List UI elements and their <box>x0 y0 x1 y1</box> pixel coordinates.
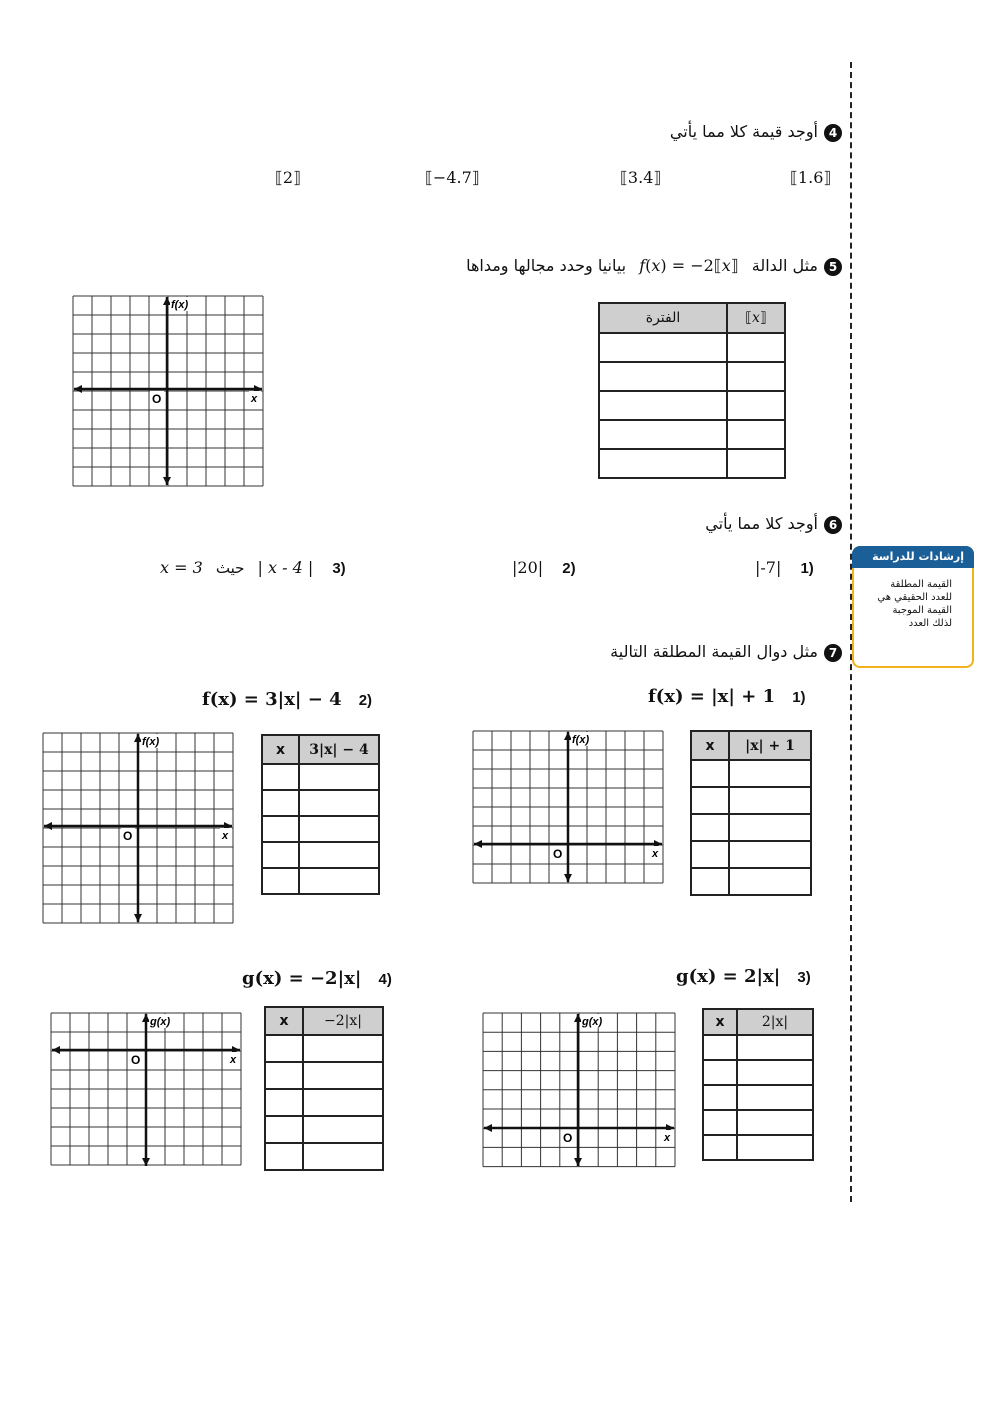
q5-y-arrow-top <box>163 297 171 305</box>
q7-part-3-x-arrow-left <box>484 1124 492 1132</box>
q5-graph[interactable] <box>72 295 264 487</box>
study-tip-header: إرشادات للدراسة <box>852 546 974 568</box>
q4-item-2: ⟦3.4⟧ <box>620 168 662 187</box>
q5-x-arrow-left <box>74 385 82 393</box>
q4-number: 4 <box>824 124 842 142</box>
q7-table-cell[interactable] <box>265 1116 303 1143</box>
q7-table-cell[interactable] <box>703 1035 737 1060</box>
q4-title: أوجد قيمة كلا مما يأتي <box>669 122 818 141</box>
q6-item-2-num: 2) <box>562 560 576 577</box>
q5-y-arrow-bottom <box>163 477 171 485</box>
q7-part-3-origin: O <box>563 1131 573 1145</box>
q7-table-cell[interactable] <box>303 1089 383 1116</box>
q7-table-cell[interactable] <box>262 868 299 894</box>
q7-table-cell[interactable] <box>265 1089 303 1116</box>
q7-part-2-y-arrow-bottom <box>134 914 142 922</box>
q7-table-cell[interactable] <box>303 1116 383 1143</box>
q7-part-4-y-arrow-top <box>142 1014 150 1022</box>
q7-table-cell[interactable] <box>729 760 811 787</box>
q7-table-cell[interactable] <box>303 1035 383 1062</box>
q6-item-3 <box>160 558 346 577</box>
q7-table-cell[interactable] <box>691 787 729 814</box>
q5-title-prefix: مثل الدالة <box>751 256 818 275</box>
q7-part-1-x-label: x <box>652 848 659 860</box>
q7-part-2-table <box>261 734 380 895</box>
q5-table-cell[interactable] <box>727 420 785 449</box>
q7-table-cell[interactable] <box>299 816 379 842</box>
q7-table-cell[interactable] <box>703 1085 737 1110</box>
q5-table <box>598 302 786 479</box>
q7-part-3-x-label: x <box>664 1132 671 1144</box>
q7-part-3-col-x: x <box>703 1009 737 1035</box>
q7-part-2-num: 2) <box>358 692 373 709</box>
q7-part-4-num: 4) <box>378 971 392 988</box>
q7-part-2-y-label: f(x) <box>142 736 160 748</box>
q5-origin-label: O <box>152 392 162 406</box>
q7-part-4-x-arrow-left <box>52 1046 60 1054</box>
q7-table-cell[interactable] <box>262 816 299 842</box>
q7-table-cell[interactable] <box>703 1110 737 1135</box>
q7-title: مثل دوال القيمة المطلقة التالية <box>610 642 818 661</box>
q7-part-4-formula: g(x) = −2|x| <box>242 968 362 989</box>
q7-table-cell[interactable] <box>703 1135 737 1160</box>
q7-part-2-y-arrow-top <box>134 734 142 742</box>
q7-table-cell[interactable] <box>691 868 729 895</box>
q7-table-cell[interactable] <box>299 764 379 790</box>
q7-part-4-col-x: x <box>265 1007 303 1035</box>
q7-part-1-y-arrow-bottom <box>564 874 572 882</box>
q5-formula: 𝑓(𝑥) = −2⟦𝑥⟧ <box>639 256 739 275</box>
q7-part-4-x-label: x <box>230 1054 237 1066</box>
q7-part-3-num: 3) <box>797 969 811 986</box>
q5-x-label: x <box>251 393 258 405</box>
q5-table-cell[interactable] <box>599 420 727 449</box>
q7-part-1-formula: f(x) = |x| + 1 <box>648 686 776 707</box>
q7-table-cell[interactable] <box>303 1062 383 1089</box>
q7-table-cell[interactable] <box>691 814 729 841</box>
q7-part-2-graph[interactable] <box>42 732 234 924</box>
q6-item-2-expr: |20| <box>512 558 544 577</box>
q7-part-3-y-label: g(x) <box>582 1016 603 1028</box>
q7-part-1-graph[interactable] <box>472 730 664 884</box>
q5-number: 5 <box>824 258 842 276</box>
q7-part-4-label <box>242 968 392 989</box>
q7-table-cell[interactable] <box>691 760 729 787</box>
q4-item-3: ⟦−4.7⟧ <box>425 168 480 187</box>
q7-table-cell[interactable] <box>303 1143 383 1170</box>
q7-table-cell[interactable] <box>262 790 299 816</box>
q6-item-3-condition: x = 3 <box>160 558 203 577</box>
q5-table-cell[interactable] <box>599 391 727 420</box>
q7-part-4-y-label: g(x) <box>150 1016 171 1028</box>
q7-part-2-col-expr: 3|x| − 4 <box>299 735 379 764</box>
q5-table-cell[interactable] <box>599 333 727 362</box>
q7-part-1-y-arrow-top <box>564 732 572 740</box>
q7-number: 7 <box>824 644 842 662</box>
q7-part-3-col-expr: 2|x| <box>737 1009 813 1035</box>
q7-part-1-label <box>648 686 806 707</box>
q7-part-3-graph[interactable] <box>482 1012 676 1168</box>
q7-part-2-x-label: x <box>222 830 229 842</box>
q7-part-4-col-expr: −2|x| <box>303 1007 383 1035</box>
q7-part-1-table <box>690 730 812 896</box>
q7-part-3-y-arrow-bottom <box>574 1158 582 1166</box>
q7-table-cell[interactable] <box>299 868 379 894</box>
q7-table-cell[interactable] <box>691 841 729 868</box>
q7-table-cell[interactable] <box>262 842 299 868</box>
q6-item-3-condition-word: حيث <box>215 559 245 577</box>
q6-item-1-expr: |-7| <box>755 558 782 577</box>
q7-part-3-label <box>676 966 811 987</box>
q7-table-cell[interactable] <box>265 1143 303 1170</box>
q7-table-cell[interactable] <box>737 1110 813 1135</box>
q7-part-1-x-arrow-left <box>474 840 482 848</box>
q7-part-1-origin: O <box>553 847 563 861</box>
q7-part-4-origin: O <box>131 1053 141 1067</box>
q7-table-cell[interactable] <box>729 841 811 868</box>
q7-table-cell[interactable] <box>265 1062 303 1089</box>
q7-table-cell[interactable] <box>737 1135 813 1160</box>
q7-part-2-formula: f(x) = 3|x| − 4 <box>202 689 342 710</box>
q7-part-2-col-x: x <box>262 735 299 764</box>
q6-item-1 <box>755 558 814 577</box>
q5-heading <box>466 256 842 276</box>
q7-part-4-table <box>264 1006 384 1171</box>
q7-table-cell[interactable] <box>729 787 811 814</box>
q7-table-cell[interactable] <box>262 764 299 790</box>
q7-part-3-y-arrow-top <box>574 1014 582 1022</box>
q5-table-cell[interactable] <box>727 391 785 420</box>
q7-table-cell[interactable] <box>737 1060 813 1085</box>
q5-table-cell[interactable] <box>599 449 727 478</box>
q6-item-2 <box>512 558 576 577</box>
q5-table-head-x: ⟦𝑥⟧ <box>727 303 785 333</box>
q7-table-cell[interactable] <box>299 842 379 868</box>
q7-part-1-y-label: f(x) <box>572 734 590 746</box>
q7-table-cell[interactable] <box>729 814 811 841</box>
study-tip-body: القيمة المطلقة للعدد الحقيقي هي القيمة الموجبة لذلك العدد <box>877 579 952 629</box>
q7-table-cell[interactable] <box>265 1035 303 1062</box>
q7-heading <box>610 642 842 662</box>
q7-part-2-label <box>202 689 372 710</box>
q6-heading <box>705 514 842 534</box>
q5-table-cell[interactable] <box>727 362 785 391</box>
q6-item-1-num: 1) <box>800 560 814 577</box>
q7-table-cell[interactable] <box>729 868 811 895</box>
q7-part-2-origin: O <box>123 829 133 843</box>
q6-item-3-num: 3) <box>332 560 346 577</box>
q5-y-label: f(x) <box>171 299 189 311</box>
q4-heading <box>670 122 842 142</box>
q7-table-cell[interactable] <box>703 1060 737 1085</box>
q6-item-3-expr: | x - 4 | <box>257 558 314 577</box>
q5-table-head-interval: الفترة <box>599 303 727 333</box>
q5-title-suffix: بيانيا وحدد مجالها ومداها <box>466 256 627 275</box>
q7-table-cell[interactable] <box>737 1085 813 1110</box>
q5-table-cell[interactable] <box>727 449 785 478</box>
q5-table-cell[interactable] <box>727 333 785 362</box>
q7-part-3-formula: g(x) = 2|x| <box>676 966 781 987</box>
q7-part-1-col-expr: |x| + 1 <box>729 731 811 760</box>
q5-table-cell[interactable] <box>599 362 727 391</box>
q7-part-1-num: 1) <box>792 689 806 706</box>
q7-table-cell[interactable] <box>737 1035 813 1060</box>
q6-number: 6 <box>824 516 842 534</box>
study-tip-box <box>852 546 974 668</box>
q6-title: أوجد كلا مما يأتي <box>705 514 818 533</box>
q7-part-1-col-x: x <box>691 731 729 760</box>
q7-part-4-graph[interactable] <box>50 1012 242 1168</box>
q7-part-2-x-arrow-left <box>44 822 52 830</box>
q4-item-4: ⟦2⟧ <box>275 168 302 187</box>
q4-item-1: ⟦1.6⟧ <box>790 168 832 187</box>
q7-table-cell[interactable] <box>299 790 379 816</box>
q7-part-3-table <box>702 1008 814 1161</box>
